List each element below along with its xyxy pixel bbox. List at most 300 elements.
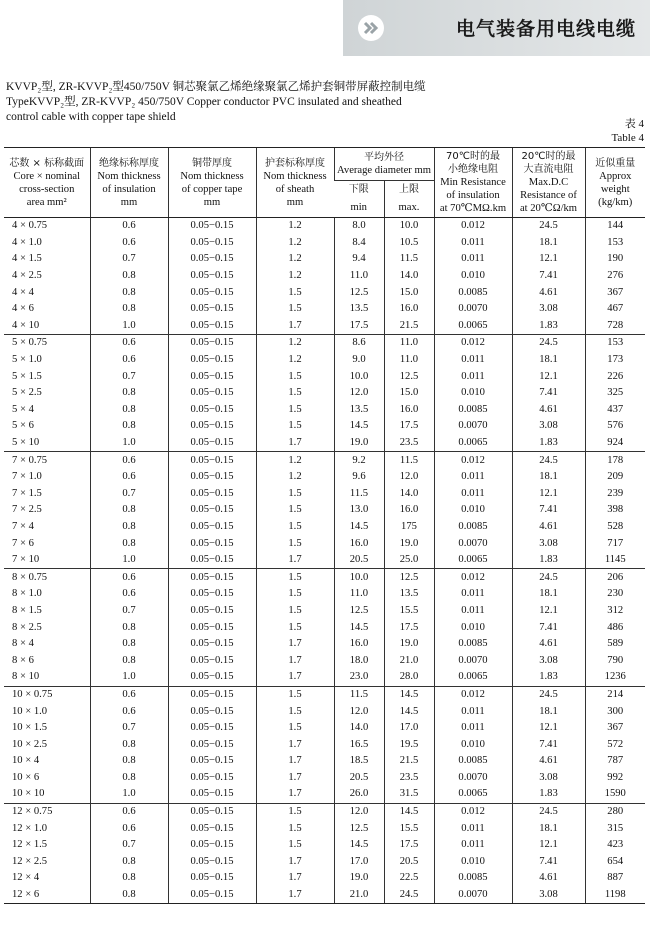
cell-weight: 654: [585, 854, 645, 871]
cell-weight: 467: [585, 301, 645, 318]
cell-sheath: 1.7: [256, 753, 334, 770]
cell-resistance: 0.0085: [434, 402, 512, 419]
cell-diameter-max: 11.5: [384, 251, 434, 268]
cell-diameter-max: 175: [384, 519, 434, 536]
row-group: [4, 803, 645, 904]
cell-sheath: 1.7: [256, 552, 334, 569]
cell-insulation: 0.8: [90, 619, 168, 636]
cell-core: 5 × 1.0: [12, 354, 42, 366]
cell-sheath: 1.2: [256, 251, 334, 268]
cell-diameter-min: 9.4: [334, 251, 384, 268]
cell-diameter-min: 16.0: [334, 636, 384, 653]
cell-weight: 1198: [585, 887, 645, 904]
cell-dc-resistance: 4.61: [512, 284, 585, 301]
cell-resistance: 0.0085: [434, 519, 512, 536]
cell-weight: 887: [585, 870, 645, 887]
cell-tape: 0.05−0.15: [168, 652, 256, 669]
cell-weight: 528: [585, 519, 645, 536]
cell-weight: 276: [585, 268, 645, 285]
cell-resistance: 0.0070: [434, 887, 512, 904]
table-row: [4, 720, 645, 737]
header-text: 绝缘标称厚度: [99, 157, 159, 169]
table-row: [4, 703, 645, 720]
cell-diameter-min: 14.5: [334, 837, 384, 854]
cell-insulation: 0.7: [90, 486, 168, 503]
cell-tape: 0.05−0.15: [168, 636, 256, 653]
cell-weight: 1590: [585, 786, 645, 803]
cell-weight: 153: [585, 235, 645, 252]
cell-dc-resistance: 4.61: [512, 402, 585, 419]
cell-resistance: 0.0065: [434, 669, 512, 686]
cell-diameter-max: 17.0: [384, 720, 434, 737]
table-row: [4, 803, 645, 820]
header-text: mm: [203, 196, 221, 208]
cell-tape: 0.05−0.15: [168, 469, 256, 486]
cell-insulation: 0.8: [90, 519, 168, 536]
cell-diameter-min: 16.0: [334, 535, 384, 552]
cell-weight: 173: [585, 352, 645, 369]
cell-dc-resistance: 3.08: [512, 535, 585, 552]
cell-diameter-min: 18.0: [334, 652, 384, 669]
cell-resistance: 0.010: [434, 385, 512, 402]
cell-core: 4 × 10: [4, 318, 90, 335]
cell-diameter-min: 9.6: [334, 469, 384, 486]
cell-tape: 0.05−0.15: [168, 586, 256, 603]
row-group: [4, 569, 645, 686]
cell-insulation: 0.8: [90, 502, 168, 519]
table-row: [4, 753, 645, 770]
table-row: [4, 502, 645, 519]
cell-diameter-max: 15.5: [384, 603, 434, 620]
header-text: of insulation: [446, 190, 500, 201]
cell-sheath: 1.5: [256, 720, 334, 737]
cell-weight: 589: [585, 636, 645, 653]
cell-diameter-max: 19.5: [384, 736, 434, 753]
cell-diameter-max: 21.5: [384, 753, 434, 770]
cell-resistance: 0.011: [434, 235, 512, 252]
cell-weight: 486: [585, 619, 645, 636]
cell-tape: 0.05−0.15: [168, 669, 256, 686]
intro-text: [6, 80, 606, 125]
cell-tape: 0.05−0.15: [168, 603, 256, 620]
cell-dc-resistance: 24.5: [512, 569, 585, 586]
cell-weight: 190: [585, 251, 645, 268]
cell-diameter-max: 20.5: [384, 854, 434, 871]
cell-tape: 0.05−0.15: [168, 486, 256, 503]
intro-line-3: control cable with copper tape shield: [6, 111, 176, 123]
cell-diameter-min: 19.0: [334, 435, 384, 452]
cell-core: 4 × 4: [12, 286, 34, 298]
cell-core: 12 × 1.0: [12, 822, 48, 834]
cell-resistance: 0.0070: [434, 770, 512, 787]
cell-sheath: 1.5: [256, 284, 334, 301]
cell-weight: 367: [585, 720, 645, 737]
cell-core: 10 × 10: [4, 786, 90, 803]
cell-tape: 0.05−0.15: [168, 552, 256, 569]
header-text: 小绝缘电阻: [448, 164, 498, 175]
cell-sheath: 1.5: [256, 803, 334, 820]
cell-weight: 437: [585, 402, 645, 419]
cell-diameter-max: 10.0: [384, 218, 434, 235]
header-text: Core × nominal: [13, 170, 81, 182]
cell-sheath: 1.7: [256, 435, 334, 452]
cell-diameter-min: 14.5: [334, 418, 384, 435]
cell-weight: 572: [585, 736, 645, 753]
cell-tape: 0.05−0.15: [168, 452, 256, 469]
cell-insulation: 1.0: [90, 786, 168, 803]
cell-core: 7 × 1.5: [12, 487, 42, 499]
col-header-resistance: [434, 148, 512, 218]
cell-diameter-max: 23.5: [384, 435, 434, 452]
cell-tape: 0.05−0.15: [168, 686, 256, 703]
cell-diameter-min: 18.5: [334, 753, 384, 770]
cell-tape: 0.05−0.15: [168, 268, 256, 285]
cell-diameter-min: 8.6: [334, 335, 384, 352]
cell-resistance: 0.011: [434, 486, 512, 503]
cell-tape: 0.05−0.15: [168, 803, 256, 820]
cell-diameter-min: 14.5: [334, 619, 384, 636]
cell-diameter-min: 9.0: [334, 352, 384, 369]
cell-insulation: 0.7: [90, 368, 168, 385]
cell-tape: 0.05−0.15: [168, 435, 256, 452]
table-row: [4, 603, 645, 620]
cell-dc-resistance: 1.83: [512, 552, 585, 569]
cell-diameter-max: 14.0: [384, 486, 434, 503]
row-group: [4, 452, 645, 569]
cell-tape: 0.05−0.15: [168, 770, 256, 787]
cell-diameter-min: 19.0: [334, 870, 384, 887]
header-text: Min Resistance: [440, 177, 506, 188]
table-row: [4, 586, 645, 603]
cell-diameter-max: 21.0: [384, 652, 434, 669]
cell-dc-resistance: 12.1: [512, 603, 585, 620]
cell-sheath: 1.2: [256, 469, 334, 486]
cell-tape: 0.05−0.15: [168, 402, 256, 419]
cell-dc-resistance: 18.1: [512, 820, 585, 837]
cell-sheath: 1.2: [256, 352, 334, 369]
cell-resistance: 0.011: [434, 703, 512, 720]
cell-weight: 214: [585, 686, 645, 703]
cell-diameter-min: 20.5: [334, 552, 384, 569]
cell-sheath: 1.5: [256, 619, 334, 636]
table-row: [4, 268, 645, 285]
cell-insulation: 0.6: [90, 703, 168, 720]
header-text: 平均外径: [364, 151, 404, 163]
cell-resistance: 0.0070: [434, 535, 512, 552]
table-row: [4, 284, 645, 301]
cell-sheath: 1.5: [256, 569, 334, 586]
cell-insulation: 0.8: [90, 652, 168, 669]
cell-resistance: 0.010: [434, 736, 512, 753]
table-row: [4, 636, 645, 653]
header-text: 上限: [399, 184, 419, 196]
cell-weight: 423: [585, 837, 645, 854]
cell-resistance: 0.012: [434, 569, 512, 586]
cell-core: 7 × 10: [4, 552, 90, 569]
cell-sheath: 1.2: [256, 218, 334, 235]
cell-dc-resistance: 7.41: [512, 502, 585, 519]
cell-core: 8 × 2.5: [12, 621, 42, 633]
cell-sheath: 1.5: [256, 519, 334, 536]
cell-insulation: 0.8: [90, 402, 168, 419]
table-label-en: Table 4: [611, 132, 644, 144]
cell-dc-resistance: 1.83: [512, 786, 585, 803]
header-text: 下限: [348, 184, 369, 196]
header-text: max.: [398, 202, 420, 214]
table-row: [4, 887, 645, 904]
cell-tape: 0.05−0.15: [168, 887, 256, 904]
cell-sheath: 1.5: [256, 686, 334, 703]
cell-diameter-min: 12.0: [334, 703, 384, 720]
cell-resistance: 0.0070: [434, 652, 512, 669]
cell-sheath: 1.7: [256, 870, 334, 887]
cell-diameter-min: 16.5: [334, 736, 384, 753]
col-header-min: [334, 180, 384, 199]
cell-diameter-max: 16.0: [384, 502, 434, 519]
cell-tape: 0.05−0.15: [168, 301, 256, 318]
table-row: [4, 686, 645, 703]
cell-insulation: 0.8: [90, 268, 168, 285]
cell-resistance: 0.0085: [434, 284, 512, 301]
cell-sheath: 1.7: [256, 636, 334, 653]
cell-diameter-min: 14.5: [334, 519, 384, 536]
table-row: [4, 870, 645, 887]
cell-weight: 398: [585, 502, 645, 519]
cell-dc-resistance: 7.41: [512, 268, 585, 285]
cell-weight: 924: [585, 435, 645, 452]
cell-core: 7 × 6: [12, 537, 34, 549]
table-row: [4, 368, 645, 385]
cell-sheath: 1.7: [256, 736, 334, 753]
table-row: [4, 335, 645, 352]
table-row: [4, 452, 645, 469]
cell-tape: 0.05−0.15: [168, 218, 256, 235]
cell-diameter-max: 16.0: [384, 301, 434, 318]
cell-dc-resistance: 1.83: [512, 669, 585, 686]
cell-diameter-max: 12.0: [384, 469, 434, 486]
cell-diameter-min: 13.5: [334, 301, 384, 318]
cell-resistance: 0.011: [434, 586, 512, 603]
cell-insulation: 1.0: [90, 318, 168, 335]
cell-dc-resistance: 24.5: [512, 803, 585, 820]
cell-core: 7 × 0.75: [12, 454, 48, 466]
cell-sheath: 1.7: [256, 318, 334, 335]
cell-diameter-max: 11.0: [384, 335, 434, 352]
cell-resistance: 0.011: [434, 820, 512, 837]
cell-diameter-min: 11.0: [334, 268, 384, 285]
header-text: (kg/km): [598, 196, 633, 208]
cell-diameter-min: 17.5: [334, 318, 384, 335]
cell-tape: 0.05−0.15: [168, 786, 256, 803]
cell-sheath: 1.5: [256, 586, 334, 603]
cell-dc-resistance: 3.08: [512, 301, 585, 318]
header-text: min: [350, 202, 367, 214]
cell-insulation: 0.6: [90, 686, 168, 703]
cell-insulation: 0.6: [90, 218, 168, 235]
cell-core: 12 × 4: [12, 872, 40, 884]
row-group: [4, 686, 645, 803]
cell-diameter-max: 31.5: [384, 786, 434, 803]
cell-insulation: 0.8: [90, 854, 168, 871]
cell-insulation: 0.7: [90, 603, 168, 620]
cell-diameter-max: 19.0: [384, 636, 434, 653]
cell-sheath: 1.5: [256, 837, 334, 854]
table-row: [4, 820, 645, 837]
header-text: of copper tape: [181, 183, 243, 195]
cell-resistance: 0.012: [434, 803, 512, 820]
cell-weight: 178: [585, 452, 645, 469]
cell-dc-resistance: 24.5: [512, 686, 585, 703]
cell-core: 10 × 1.0: [12, 705, 48, 717]
col-header-dc: [512, 148, 585, 218]
cell-tape: 0.05−0.15: [168, 619, 256, 636]
header-text: weight: [600, 183, 630, 195]
cell-insulation: 0.8: [90, 870, 168, 887]
cell-weight: 312: [585, 603, 645, 620]
cell-sheath: 1.5: [256, 502, 334, 519]
cell-dc-resistance: 3.08: [512, 887, 585, 904]
cell-insulation: 0.6: [90, 803, 168, 820]
cell-tape: 0.05−0.15: [168, 368, 256, 385]
cell-resistance: 0.012: [434, 335, 512, 352]
cell-diameter-max: 13.5: [384, 586, 434, 603]
cell-diameter-max: 15.5: [384, 820, 434, 837]
table-row: [4, 552, 645, 569]
cell-diameter-max: 12.5: [384, 569, 434, 586]
col-header-max: [384, 180, 434, 199]
cell-sheath: 1.5: [256, 535, 334, 552]
cell-insulation: 0.8: [90, 753, 168, 770]
cell-core: 5 × 4: [12, 403, 34, 415]
cell-dc-resistance: 12.1: [512, 720, 585, 737]
cell-sheath: 1.7: [256, 786, 334, 803]
header-text: 大直流电阻: [523, 164, 574, 175]
cell-diameter-max: 12.5: [384, 368, 434, 385]
cell-diameter-max: 24.5: [384, 887, 434, 904]
cell-tape: 0.05−0.15: [168, 418, 256, 435]
cell-resistance: 0.010: [434, 502, 512, 519]
cell-dc-resistance: 3.08: [512, 652, 585, 669]
cell-diameter-min: 12.0: [334, 803, 384, 820]
cell-insulation: 0.6: [90, 352, 168, 369]
col-header-core: [4, 148, 90, 218]
cell-resistance: 0.0085: [434, 636, 512, 653]
cell-diameter-min: 12.5: [334, 820, 384, 837]
header-text: Resistance of: [520, 190, 577, 201]
header-text: 近似重量: [595, 157, 636, 169]
cell-insulation: 0.7: [90, 720, 168, 737]
cell-dc-resistance: 12.1: [512, 837, 585, 854]
cell-resistance: 0.011: [434, 603, 512, 620]
cell-dc-resistance: 12.1: [512, 251, 585, 268]
cell-diameter-max: 14.5: [384, 686, 434, 703]
cell-insulation: 0.6: [90, 452, 168, 469]
cell-dc-resistance: 18.1: [512, 235, 585, 252]
cell-core: 7 × 4: [12, 520, 34, 532]
cell-diameter-max: 17.5: [384, 619, 434, 636]
cell-insulation: 0.7: [90, 251, 168, 268]
table-row: [4, 569, 645, 586]
cell-sheath: 1.7: [256, 652, 334, 669]
cell-dc-resistance: 7.41: [512, 854, 585, 871]
cell-diameter-max: 15.0: [384, 284, 434, 301]
cell-resistance: 0.011: [434, 368, 512, 385]
cell-diameter-min: 8.4: [334, 235, 384, 252]
cell-tape: 0.05−0.15: [168, 703, 256, 720]
header-text: 芯数 × 标称截面: [9, 157, 85, 169]
cell-resistance: 0.011: [434, 469, 512, 486]
table-row: [4, 469, 645, 486]
cell-dc-resistance: 18.1: [512, 703, 585, 720]
cell-core: 8 × 6: [12, 654, 34, 666]
cell-core: 5 × 1.5: [12, 370, 42, 382]
cell-diameter-max: 22.5: [384, 870, 434, 887]
cell-tape: 0.05−0.15: [168, 753, 256, 770]
cell-diameter-max: 25.0: [384, 552, 434, 569]
cell-diameter-max: 23.5: [384, 770, 434, 787]
header-text: Nom thickness: [263, 170, 327, 182]
cell-tape: 0.05−0.15: [168, 535, 256, 552]
cell-sheath: 1.5: [256, 402, 334, 419]
cell-dc-resistance: 1.83: [512, 435, 585, 452]
cell-resistance: 0.0065: [434, 552, 512, 569]
cell-dc-resistance: 4.61: [512, 870, 585, 887]
cell-dc-resistance: 18.1: [512, 352, 585, 369]
cell-core: 10 × 6: [12, 771, 40, 783]
cell-resistance: 0.010: [434, 268, 512, 285]
cell-weight: 239: [585, 486, 645, 503]
cell-insulation: 0.6: [90, 469, 168, 486]
cell-sheath: 1.5: [256, 418, 334, 435]
cell-dc-resistance: 3.08: [512, 418, 585, 435]
cell-dc-resistance: 24.5: [512, 335, 585, 352]
cell-resistance: 0.012: [434, 218, 512, 235]
cell-diameter-min: 8.0: [334, 218, 384, 235]
cell-sheath: 1.5: [256, 486, 334, 503]
cell-tape: 0.05−0.15: [168, 519, 256, 536]
cell-diameter-max: 15.0: [384, 385, 434, 402]
cell-diameter-min: 11.5: [334, 686, 384, 703]
cell-core: 5 × 2.5: [12, 387, 42, 399]
cell-dc-resistance: 24.5: [512, 452, 585, 469]
table-row: [4, 486, 645, 503]
cell-core: 10 × 4: [12, 755, 40, 767]
cell-core: 4 × 2.5: [12, 270, 42, 282]
cell-diameter-min: 11.0: [334, 586, 384, 603]
table-row: [4, 519, 645, 536]
cell-sheath: 1.7: [256, 770, 334, 787]
table-row: [4, 854, 645, 871]
table-row: [4, 301, 645, 318]
header-text: 70℃时的最: [446, 151, 500, 162]
cell-resistance: 0.011: [434, 837, 512, 854]
cell-diameter-min: 13.0: [334, 502, 384, 519]
cell-diameter-min: 21.0: [334, 887, 384, 904]
cell-diameter-max: 11.0: [384, 352, 434, 369]
cell-core: 10 × 2.5: [12, 738, 48, 750]
spec-table: [4, 147, 645, 904]
cell-weight: 153: [585, 335, 645, 352]
cell-diameter-max: 14.5: [384, 703, 434, 720]
page-title: 电气装备用电线电缆: [455, 18, 636, 40]
header-text: Average diameter mm: [337, 164, 431, 176]
cell-core: 12 × 1.5: [12, 839, 48, 851]
cell-tape: 0.05−0.15: [168, 569, 256, 586]
cell-core: 7 × 2.5: [12, 504, 42, 516]
cell-insulation: 0.8: [90, 636, 168, 653]
cell-diameter-min: 9.2: [334, 452, 384, 469]
cell-diameter-min: 17.0: [334, 854, 384, 871]
